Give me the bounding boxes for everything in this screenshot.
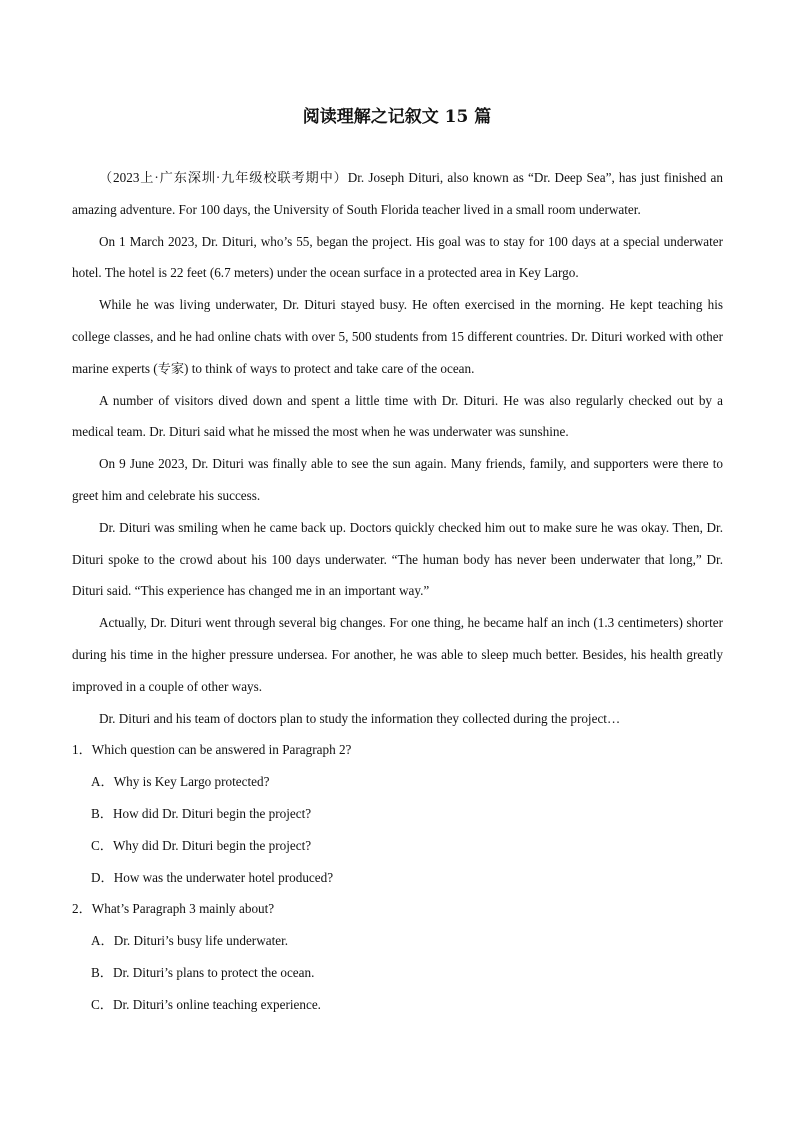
passage-paragraph-1: （2023上·广东深圳·九年级校联考期中）Dr. Joseph Dituri, also known as “Dr. Deep Sea”, has just finished an amazing adventure. For 100 days, the University of South Florida teacher lived in a small room underwater. — [72, 170, 723, 217]
option-text: Dr. Dituri’s online teaching experience. — [112, 996, 321, 1012]
option-letter: C． — [91, 837, 113, 853]
option-text: How did Dr. Dituri begin the project? — [112, 805, 312, 821]
question-2-option-a — [91, 925, 723, 957]
question-1-option-d — [91, 862, 723, 894]
question-1-option-b — [91, 798, 723, 830]
question-1-option-c — [91, 830, 723, 862]
document-body — [72, 162, 723, 1021]
option-text: How was the underwater hotel produced? — [113, 869, 334, 885]
page-title: 阅读理解之记叙文 15 篇 — [302, 107, 492, 127]
option-text: Dr. Dituri’s busy life underwater. — [113, 933, 289, 949]
passage-paragraph-8: Dr. Dituri and his team of doctors plan to study the information they collected during the project… — [99, 710, 621, 726]
option-letter: A． — [91, 774, 114, 790]
option-letter: A． — [91, 933, 114, 949]
option-letter: D． — [91, 869, 114, 885]
question-number: 2． — [72, 901, 92, 917]
question-1-option-a — [91, 766, 723, 798]
passage-paragraph-2: On 1 March 2023, Dr. Dituri, who’s 55, began the project. His goal was to stay for 100 days at a special underwater hotel. The hotel is 22 feet (6.7 meters) under the ocean surface in a protected area in Key Largo. — [72, 233, 723, 281]
passage-paragraph-3: While he was living underwater, Dr. Dituri stayed busy. He often exercised in the morning. He kept teaching his college classes, and he had online chats with over 5, 500 students from 15 different countries. Dr. Dituri worked with other marine experts (专家) to think of ways to protect and take care of the ocean. — [72, 297, 723, 376]
option-letter: B． — [91, 964, 113, 980]
option-letter: B． — [91, 805, 113, 821]
passage-paragraph-6: Dr. Dituri was smiling when he came back up. Doctors quickly checked him out to make sure he was okay. Then, Dr. Dituri spoke to the crowd about his 100 days underwater. “The human body has never been underwater that long,” Dr. Dituri said. “This experience has changed me in an important way.” — [72, 519, 723, 599]
option-letter: C． — [91, 996, 113, 1012]
passage-paragraph-5: On 9 June 2023, Dr. Dituri was finally able to see the sun again. Many friends, family, and supporters were there to greet him and celebrate his success. — [72, 456, 723, 503]
question-1 — [72, 734, 723, 766]
passage-paragraph-7: Actually, Dr. Dituri went through several big changes. For one thing, he became half an inch (1.3 centimeters) shorter during his time in the higher pressure undersea. For another, he was able to sleep much better. Besides, his health greatly improved in a couple of other ways. — [72, 615, 723, 694]
question-2 — [72, 893, 723, 925]
question-text: Which question can be answered in Paragraph 2? — [91, 742, 352, 758]
option-text: Dr. Dituri’s plans to protect the ocean. — [112, 964, 315, 980]
question-2-option-c — [91, 989, 723, 1021]
option-text: Why did Dr. Dituri begin the project? — [112, 837, 312, 853]
passage-paragraph-4: A number of visitors dived down and spent a little time with Dr. Dituri. He was also regularly checked out by a medical team. Dr. Dituri said what he missed the most when he was underwater was sunshine. — [72, 392, 723, 440]
question-2-option-b — [91, 957, 723, 989]
question-text: What’s Paragraph 3 mainly about? — [91, 901, 275, 917]
question-number: 1． — [72, 742, 92, 758]
option-text: Why is Key Largo protected? — [113, 774, 270, 790]
